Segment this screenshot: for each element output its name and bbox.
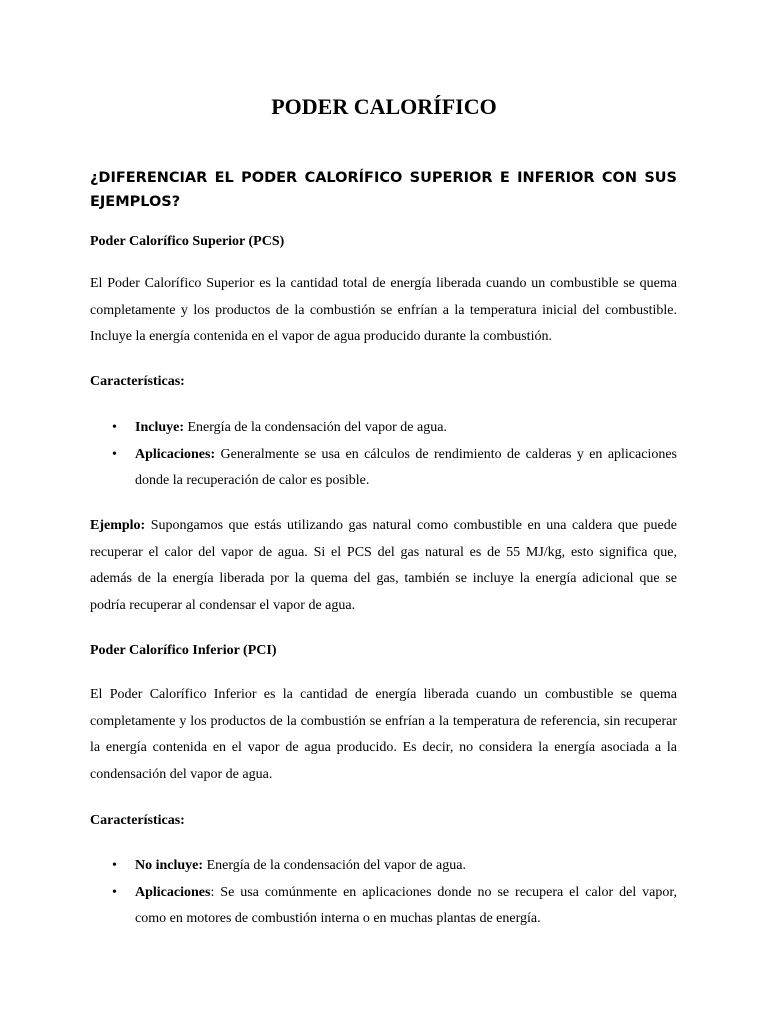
bullet-text: Energía de la condensación del vapor de agua. [203,858,466,873]
pcs-characteristics-label: Características: [90,374,185,389]
pcs-example [90,513,677,619]
bullet-label: Aplicaciones [135,884,211,900]
question-heading: ¿DIFERENCIAR EL PODER CALORÍFICO SUPERIOR E INFERIOR CON SUS EJEMPLOS? [90,170,677,210]
pcs-heading: Poder Calorífico Superior (PCS) [90,234,285,249]
pci-definition: El Poder Calorífico Inferior es la cantidad de energía liberada cuando un combustible se quema completamente y los productos de la combustión se enfrían a la temperatura de referencia, sin recuperar la energía contenida en el vapor de agua producido. Es decir, no considera la energía asociada a la condensación del vapor de agua. [90,687,677,782]
list-item [90,853,677,880]
bullet-icon: • [112,884,117,900]
bullet-icon: • [112,446,117,462]
pci-characteristics-list [90,853,677,933]
bullet-text: Generalmente se usa en cálculos de rendimiento de calderas y en aplicaciones donde la recuperación de calor es posible. [135,446,677,489]
list-item [90,880,677,933]
example-label: Ejemplo: [90,518,146,533]
bullet-icon: • [112,420,117,435]
example-text: Supongamos que estás utilizando gas natural como combustible en una caldera que puede recuperar el calor del vapor de agua. Si el PCS del gas natural es de 55 MJ/kg, esto significa que, además de la energía liberada por la quema del gas, también se incluye la energía adicional que se podría recuperar al condensar el vapor de agua. [90,518,677,613]
bullet-label: No incluye: [135,858,204,873]
pci-characteristics-label: Características: [90,813,185,828]
pci-heading: Poder Calorífico Inferior (PCI) [90,643,277,658]
bullet-label: Aplicaciones: [135,446,216,462]
list-item [90,442,677,495]
bullet-label: Incluye: [135,420,184,435]
pcs-characteristics-list [90,415,677,495]
bullet-text: : Se usa comúnmente en aplicaciones donde no se recupera el calor del vapor, como en motores de combustión interna o en muchas plantas de energía. [135,884,677,927]
pcs-definition: El Poder Calorífico Superior es la cantidad total de energía liberada cuando un combustible se quema completamente y los productos de la combustión se enfrían a la temperatura inicial del combustible. Incluye la energía contenida en el vapor de agua producido durante la combustión. [90,276,677,345]
list-item [90,415,677,442]
bullet-icon: • [112,858,117,873]
bullet-text: Energía de la condensación del vapor de agua. [184,420,447,435]
page-title: PODER CALORÍFICO [271,94,497,119]
